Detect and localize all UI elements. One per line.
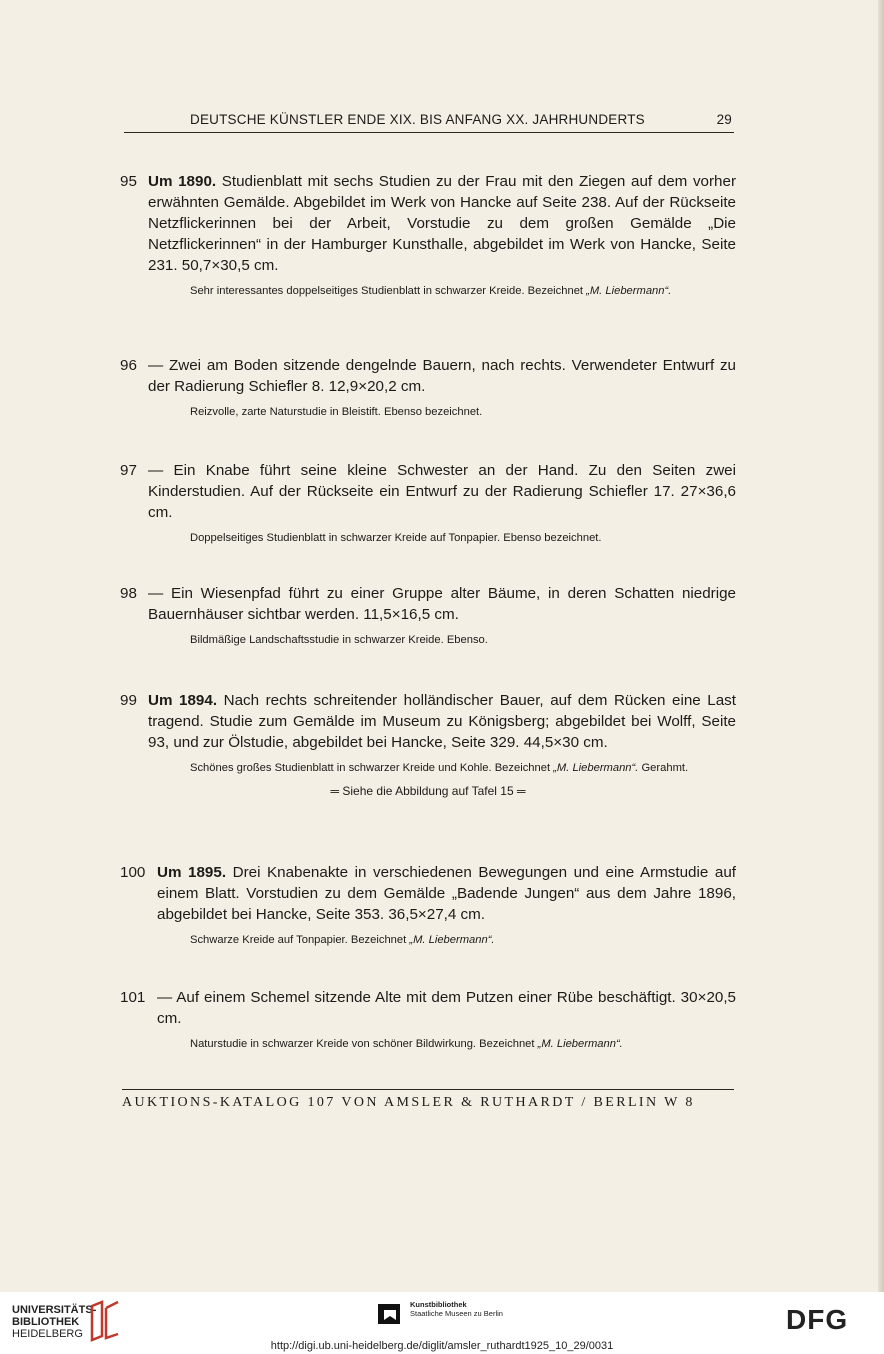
entry-description: Nach rechts schreitender holländischer Bauer, auf dem Rücken eine Last tragend. Studie zum Gemälde im Museum zu Königsberg; abgebildet bei Wolff, Seite 93, und zur Ölstudie, abgebildet bei Hancke, Seite 329. 44,5×30 cm. <box>148 692 736 751</box>
entry-note <box>120 282 736 301</box>
catalog-footer: AUKTIONS-KATALOG 107 VON AMSLER & RUTHARDT / BERLIN W 8 <box>122 1095 695 1110</box>
entry-date: Um 1895. <box>157 864 227 881</box>
entry-description: — Zwei am Boden sitzende dengelnde Bauern, nach rechts. Verwendeter Entwurf zu der Radierung Schiefler 8. 12,9×20,2 cm. <box>148 357 736 395</box>
digitization-bar <box>0 1292 884 1354</box>
catalog-entry-98 <box>120 583 736 650</box>
page-number: 29 <box>716 112 732 127</box>
plate-reference: ═ Siehe die Abbildung auf Tafel 15 ═ <box>330 784 526 798</box>
ub-heidelberg-logo[interactable] <box>12 1304 96 1340</box>
entry-main-text <box>120 690 736 753</box>
entry-note-text: Naturstudie in schwarzer Kreide von schöner Bildwirkung. Bezeichnet <box>190 1038 538 1050</box>
entry-note-text: Sehr interessantes doppelseitiges Studienblatt in schwarzer Kreide. Bezeichnet <box>190 285 587 297</box>
catalog-entry-99 <box>120 690 736 801</box>
entry-note <box>120 759 736 778</box>
entry-description: — Ein Wiesenpfad führt zu einer Gruppe alter Bäume, in deren Schatten niedrige Bauernhäuser sichtbar werden. 11,5×16,5 cm. <box>148 585 736 623</box>
entry-main-text <box>120 862 736 925</box>
entry-main-text <box>120 355 736 397</box>
entry-date: Um 1890. <box>148 173 217 190</box>
entry-description: — Auf einem Schemel sitzende Alte mit dem Putzen einer Rübe beschäftigt. 30×20,5 cm. <box>157 989 736 1027</box>
entry-number: 95 <box>120 173 137 190</box>
entry-note: Doppelseitiges Studienblatt in schwarzer Kreide auf Tonpapier. Ebenso bezeichnet. <box>190 532 602 544</box>
ub-logo-line2: BIBLIOTHEK <box>12 1316 80 1328</box>
entry-number: 98 <box>120 585 137 602</box>
ub-logo-line1: UNIVERSITÄTS- <box>12 1304 97 1316</box>
entry-note-text: Schönes großes Studienblatt in schwarzer Kreide und Kohle. Bezeichnet <box>190 762 554 774</box>
entry-note <box>120 1035 736 1054</box>
kb-line1: Kunstbibliothek <box>410 1300 467 1309</box>
header-rule <box>124 132 734 133</box>
entry-description: — Ein Knabe führt seine kleine Schwester an der Hand. Zu den Seiten zwei Kinderstudien. Auf der Rückseite ein Entwurf zu der Radierung Schiefler 17. 27×36,6 cm. <box>148 462 736 521</box>
entry-number: 97 <box>120 462 137 479</box>
entry-note: Reizvolle, zarte Naturstudie in Bleistift. Ebenso bezeichnet. <box>190 406 483 418</box>
entry-number: 100 <box>120 864 146 881</box>
kunstbibliothek-label <box>410 1300 503 1318</box>
entry-main-text <box>120 460 736 523</box>
entry-description: Drei Knabenakte in verschiedenen Bewegungen und eine Armstudie auf einem Blatt. Vorstudien zu dem Gemälde „Badende Jungen“ aus dem Jahre 1896, abgebildet bei Hancke, Seite 353. 36,5×27,4 cm. <box>157 864 736 923</box>
entry-signature: „M. Liebermann“. <box>537 1038 623 1050</box>
footer-rule <box>122 1089 734 1090</box>
ub-logo-line3: HEIDELBERG <box>12 1328 83 1340</box>
ub-emblem-icon <box>88 1298 122 1342</box>
running-head-title: DEUTSCHE KÜNSTLER ENDE XIX. BIS ANFANG XX. JAHRHUNDERTS <box>190 112 645 127</box>
entry-note-tail: Gerahmt. <box>638 762 689 774</box>
entry-main-text <box>120 171 736 276</box>
kunstbibliothek-logo-icon[interactable] <box>376 1300 402 1326</box>
entry-note <box>120 931 736 950</box>
entry-description: Studienblatt mit sechs Studien zu der Frau mit den Ziegen auf dem vorher erwähnten Gemälde. Abgebildet im Werk von Hancke auf Seite 238. Auf der Rückseite Netzflickerinnen bei der Arbeit, Vorstudie zu dem großen Gemälde „Die Netzflickerinnen“ in der Hamburger Kunsthalle, abgebildet im Werk von Hancke, Seite 231. 50,7×30,5 cm. <box>148 173 736 274</box>
entry-number: 101 <box>120 989 146 1006</box>
catalog-entry-95 <box>120 171 736 301</box>
entry-date: Um 1894. <box>148 692 218 709</box>
dfg-logo[interactable]: DFG <box>786 1304 849 1335</box>
kb-line2: Staatliche Museen zu Berlin <box>410 1309 503 1318</box>
entry-note-text: Schwarze Kreide auf Tonpapier. Bezeichnet <box>190 934 410 946</box>
catalog-entry-97 <box>120 460 736 548</box>
entry-signature: „M. Liebermann“. <box>586 285 672 297</box>
entry-main-text <box>120 583 736 625</box>
entry-number: 96 <box>120 357 137 374</box>
entry-note: Bildmäßige Landschaftsstudie in schwarzer Kreide. Ebenso. <box>190 634 488 646</box>
catalog-entry-100 <box>120 862 736 950</box>
page-edge <box>878 0 884 1292</box>
entry-main-text <box>120 987 736 1029</box>
catalog-entry-96 <box>120 355 736 422</box>
entry-number: 99 <box>120 692 137 709</box>
entry-signature: „M. Liebermann“. <box>553 762 639 774</box>
catalog-entry-101 <box>120 987 736 1054</box>
entry-signature: „M. Liebermann“. <box>409 934 495 946</box>
permalink-url[interactable]: http://digi.ub.uni-heidelberg.de/diglit/amsler_ruthardt1925_10_29/0031 <box>270 1340 614 1352</box>
